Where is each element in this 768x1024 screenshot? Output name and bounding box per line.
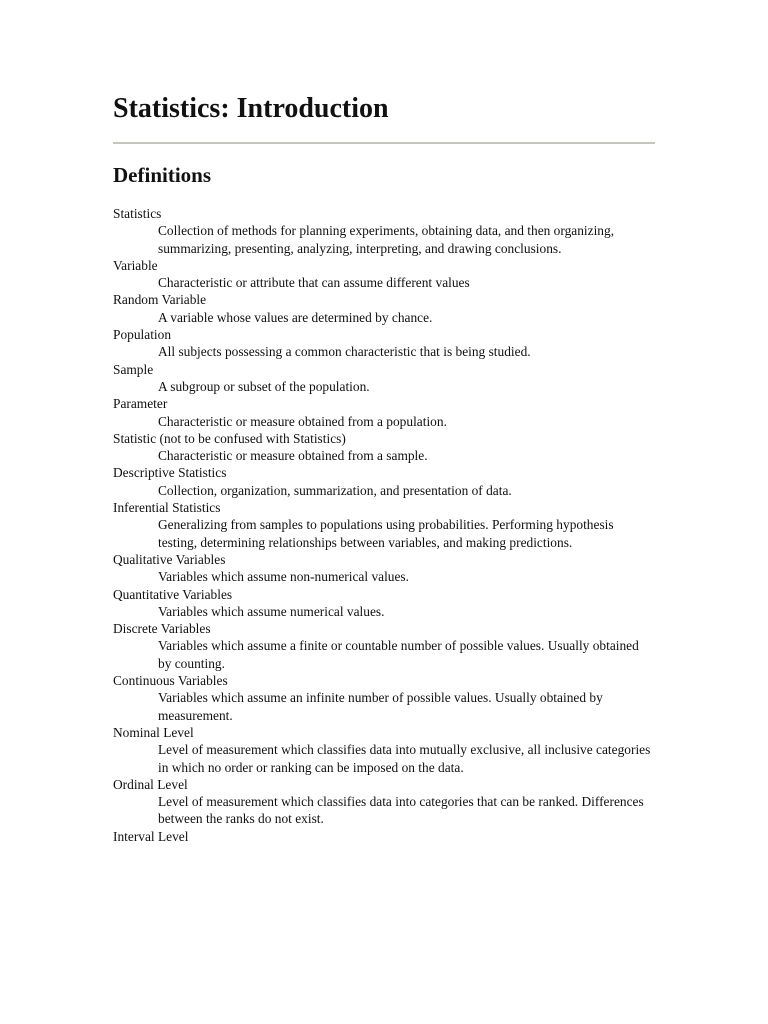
definition-term: Statistics [113, 206, 162, 221]
definition-term: Discrete Variables [113, 621, 211, 637]
page-title: Statistics: Introduction [113, 93, 389, 124]
definition-description: A variable whose values are determined by chance. [158, 309, 433, 325]
definition-term: Population [113, 327, 172, 343]
definition-description: Collection of methods for planning experiments, obtaining data, and then organizing, summarizing, presenting, analyzing, interpreting, and drawing conclusions. [158, 223, 615, 256]
definition-description: Characteristic or measure obtained from a population. [158, 413, 447, 429]
definition-term: Interval Level [113, 828, 189, 844]
definitions-list [113, 205, 658, 845]
definition-description: A subgroup or subset of the population. [158, 378, 370, 394]
definition-description: Generalizing from samples to populations using probabilities. Performing hypothesis testing, determining relationships between variables, and making predictions. [158, 517, 614, 550]
definition-term: Nominal Level [113, 724, 194, 740]
definition-term: Inferential Statistics [113, 500, 221, 516]
definition-description: Collection, organization, summarization, and presentation of data. [158, 482, 512, 498]
definition-term: Statistic (not to be confused with Statistics) [113, 430, 346, 446]
definition-term: Qualitative Variables [113, 551, 226, 567]
title-divider [113, 142, 655, 144]
definition-description: Variables which assume numerical values. [158, 603, 385, 619]
definition-term: Ordinal Level [113, 776, 188, 792]
definition-description: All subjects possessing a common characteristic that is being studied. [158, 344, 531, 360]
definition-term: Descriptive Statistics [113, 465, 227, 481]
definition-term: Parameter [113, 396, 168, 412]
definition-description: Variables which assume non-numerical values. [158, 569, 409, 585]
definition-term: Random Variable [113, 292, 207, 308]
definition-description: Variables which assume a finite or countable number of possible values. Usually obtained by counting. [158, 638, 639, 671]
definition-description: Characteristic or attribute that can assume different values [158, 275, 470, 291]
definition-term: Variable [113, 257, 158, 273]
section-heading-definitions: Definitions [113, 163, 212, 187]
definition-term: Continuous Variables [113, 673, 228, 689]
definition-description: Level of measurement which classifies data into categories that can be ranked. Differences between the ranks do not exist. [158, 794, 644, 827]
definition-description: Level of measurement which classifies data into mutually exclusive, all inclusive categories in which no order or ranking can be imposed on the data. [158, 742, 651, 775]
definition-description: Variables which assume an infinite number of possible values. Usually obtained by measurement. [158, 690, 603, 723]
definition-term: Sample [113, 361, 154, 377]
definition-description: Characteristic or measure obtained from a sample. [158, 448, 428, 464]
definition-term: Quantitative Variables [113, 586, 233, 602]
